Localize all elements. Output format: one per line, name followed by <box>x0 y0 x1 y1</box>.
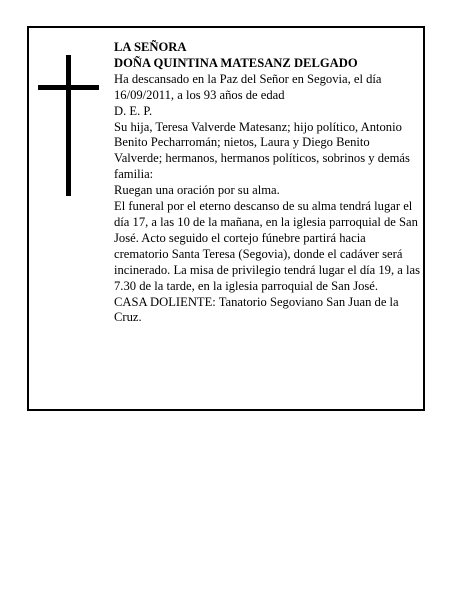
prayer-request: Ruegan una oración por su alma. <box>114 183 280 198</box>
cross-icon-bar <box>38 85 99 90</box>
rest-statement: Ha descansado en la Paz del Señor en Segovia, el día 16/09/2011, a los 93 años de edad <box>114 71 382 102</box>
title-line-1: LA SEÑORA <box>114 40 187 54</box>
family-paragraph: Su hija, Teresa Valverde Matesanz; hijo político, Antonio Benito Pecharromán; nietos, Laura y Diego Benito Valverde; hermanos, hermanos políticos, sobrinos y demás familia: <box>114 119 410 182</box>
mourning-house: CASA DOLIENTE: Tanatorio Segoviano San Juan de la Cruz. <box>114 294 399 325</box>
funeral-details: El funeral por el eterno descanso de su alma tendrá lugar el día 17, a las 10 de la mañana, en la iglesia parroquial de San José. Acto seguido el cortejo fúnebre partirá hacia crematorio Santa Teresa (Segovia), donde el cadáver será incinerado. La misa de privilegio tendrá lugar el día 19, a las 7.30 de la tarde, en la iglesia parroquial de San José. <box>114 199 420 293</box>
rip-line: D. E. P. <box>114 103 153 118</box>
deceased-name: DOÑA QUINTINA MATESANZ DELGADO <box>114 55 358 70</box>
cross-icon <box>66 55 71 196</box>
obituary-text <box>114 40 420 326</box>
